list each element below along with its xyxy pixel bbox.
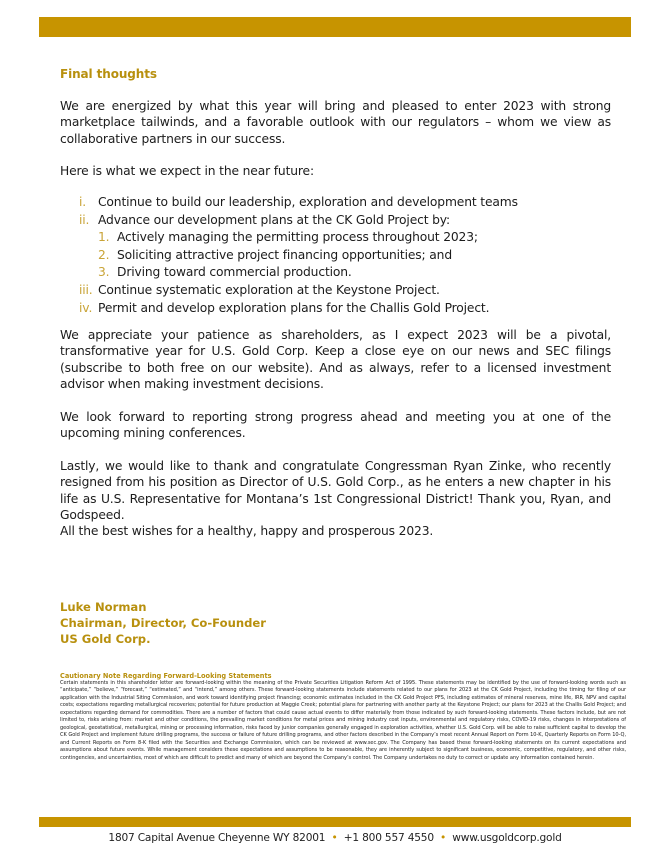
- sub-list-item: [60, 264, 620, 282]
- header-gold-bar: [39, 17, 631, 37]
- signer-company: US Gold Corp.: [60, 632, 151, 646]
- list-item-text: Permit and develop exploration plans for the Challis Gold Project.: [98, 300, 490, 315]
- intro-paragraph: We are energized by what this year will bring and pleased to enter 2023 with strong marketplace tailwinds, and a favorable outlook with our regulators – whom we view as collaborative partners in our success.: [60, 99, 611, 146]
- priorities-list: [60, 194, 620, 317]
- separator-dot-icon: •: [440, 832, 447, 844]
- cautionary-body: Certain statements in this shareholder letter are forward-looking within the meaning of the Private Securities Litigation Reform Act of 1995. These statements may be identified by the use of forward-looking words such as “anticipate,” “believe,” “forecast,” “estimated,” and “intend,” among others. These forward-looking statements include statements related to our plans for 2023 at the CK Gold Project, including the timing for filing of our application with the Industrial Siting Commission, and work toward identifying project financing; economic estimates included in the CK Gold Project PFS, including estimates of mineral reserves, mine life, IRR, NPV and capital costs; expectations regarding metallurgical recoveries; potential for future production at Maggie Creek; potential plans for partnering with another party at the Keystone Project; our plans for 2023 at the Challis Gold Project; and expectations regarding demand for commodities. There are a number of factors that could cause actual events to differ materially from those indicated by such forward-looking statements. These factors include, but are not limited to, risks arising from: market and other conditions, the prevailing market conditions for metal prices and mining industry cost inputs, environmental and regulatory risks, COVID-19 risks, changes in interpretations of geological, geostatistical, metallurgical, mining or processing information, risks faced by junior companies generally engaged in exploration activities, whether U.S. Gold Corp. will be able to raise sufficient capital to develop the CK Gold Project and implement future drilling programs, the success or failure of future drilling programs, and other factors described in the Company’s most recent Annual Report on Form 10-K, Quarterly Reports on Form 10-Q, and Current Reports on Form 8-K filed with the Securities and Exchange Commission, which can be reviewed at www.sec.gov. The Company has based these forward-looking statements on its current expectations and assumptions about future events. While management considers these expectations and assumptions to be reasonable, they are inherently subject to significant business, economic, competitive, regulatory, and other risks, contingencies, and uncertainties, most of which are difficult to predict and many of which are beyond the Company’s control. The Company undertakes no duty to correct or update any information contained herein.: [60, 680, 626, 761]
- list-item-text: Advance our development plans at the CK Gold Project by:: [98, 212, 451, 227]
- list-item: [60, 300, 620, 318]
- list-number: 1.: [98, 230, 110, 245]
- footer-phone: +1 800 557 4550: [343, 832, 434, 844]
- footer-website-link[interactable]: www.usgoldcorp.gold: [452, 832, 562, 844]
- signer-title: Chairman, Director, Co-Founder: [60, 616, 266, 630]
- sub-list-item: [60, 247, 620, 265]
- footer-contact: [0, 832, 670, 844]
- signature-block: [60, 599, 266, 647]
- separator-dot-icon: •: [331, 832, 338, 844]
- list-item-text: Soliciting attractive project financing opportunities; and: [117, 247, 452, 262]
- list-number: iv.: [79, 300, 93, 315]
- list-item: [60, 282, 620, 300]
- forward-paragraph: We look forward to reporting strong progress ahead and meeting you at one of the upcoming mining conferences.: [60, 410, 611, 441]
- list-item-text: Actively managing the permitting process throughout 2023;: [117, 230, 478, 245]
- appreciate-paragraph: We appreciate your patience as shareholders, as I expect 2023 will be a pivotal, transformative year for U.S. Gold Corp. Keep a close eye on our news and SEC filings (subscribe to both free on our website). And as always, refer to a licensed investment advisor when making investment decisions.: [60, 328, 611, 392]
- cautionary-note: [60, 672, 626, 762]
- section-heading: Final thoughts: [60, 67, 157, 81]
- wishes-paragraph: All the best wishes for a healthy, happy and prosperous 2023.: [60, 524, 434, 538]
- footer-gold-bar: [39, 817, 631, 827]
- list-item-text: Continue systematic exploration at the Keystone Project.: [98, 282, 440, 297]
- signer-name: Luke Norman: [60, 600, 147, 614]
- list-number: ii.: [79, 212, 90, 227]
- footer-address: 1807 Capital Avenue Cheyenne WY 82001: [108, 832, 326, 844]
- lastly-paragraph: Lastly, we would like to thank and congratulate Congressman Ryan Zinke, who recently resigned from his position as Director of U.S. Gold Corp., as he enters a new chapter in his life as U.S. Representative for Montana’s 1st Congressional District! Thank you, Ryan, and Godspeed.: [60, 459, 611, 523]
- list-number: 2.: [98, 247, 110, 262]
- list-number: 3.: [98, 265, 110, 280]
- list-number: iii.: [79, 282, 93, 297]
- list-item-text: Driving toward commercial production.: [117, 265, 352, 280]
- sub-list-item: [60, 229, 620, 247]
- list-item: [60, 212, 620, 230]
- cautionary-title: Cautionary Note Regarding Forward-Looking Statements: [60, 672, 272, 680]
- list-item-text: Continue to build our leadership, exploration and development teams: [98, 195, 518, 209]
- list-number: i.: [79, 195, 87, 209]
- expect-paragraph: Here is what we expect in the near future:: [60, 164, 314, 178]
- list-item: [60, 194, 620, 212]
